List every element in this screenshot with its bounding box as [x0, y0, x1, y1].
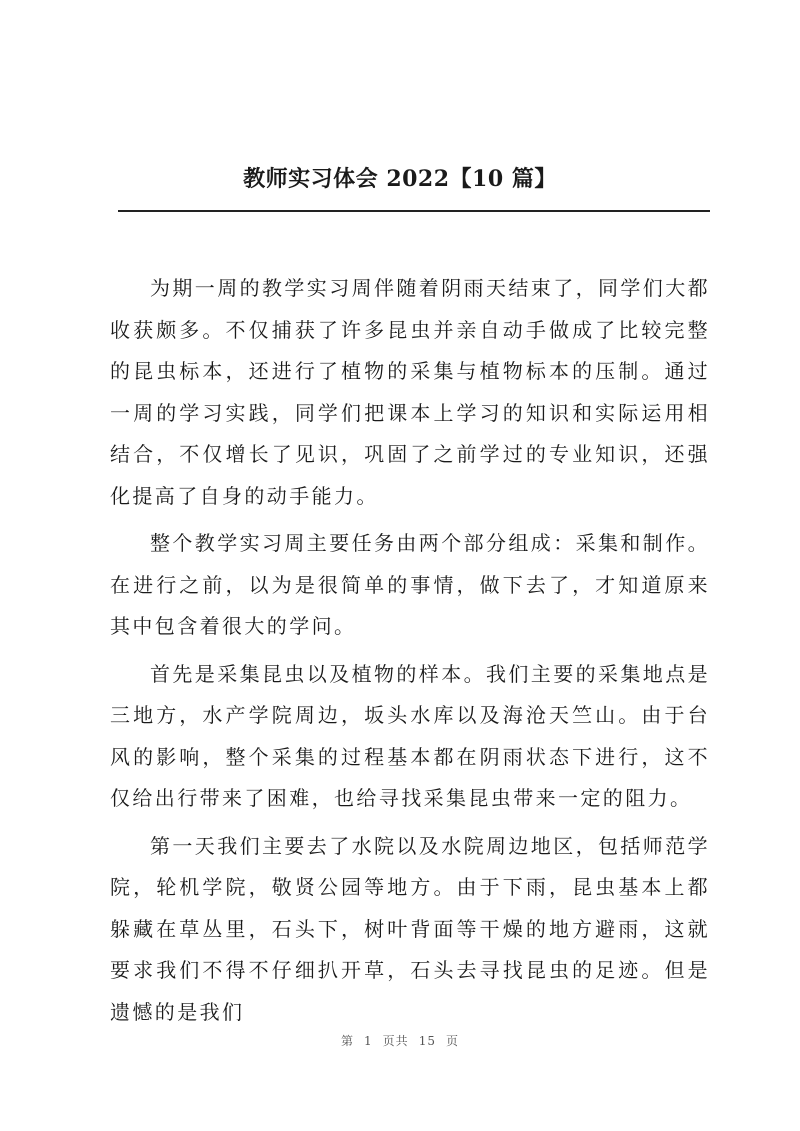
paragraph-1: 为期一周的教学实习周伴随着阴雨天结束了，同学们大都收获颇多。不仅捕获了许多昆虫并亲自动手做成了比较完整的昆虫标本，还进行了植物的采集与植物标本的压制。通过一周的学习实践，同学们把课本上学习的知识和实际运用相结合，不仅增长了见识，巩固了之前学过的专业知识，还强化提高了自身的动手能力。: [110, 276, 710, 508]
footer-suffix: 页: [445, 1034, 459, 1048]
title-divider: [118, 210, 710, 212]
paragraph-3: 首先是采集昆虫以及植物的样本。我们主要的采集地点是三地方，水产学院周边，坂头水库以及海沧天竺山。由于台风的影响，整个采集的过程基本都在阴雨状态下进行，这不仅给出行带来了困难，也给寻找采集昆虫带来一定的阻力。: [110, 661, 710, 810]
document-body: [110, 268, 710, 1039]
page-footer: [0, 1032, 800, 1049]
footer-middle: 页共: [382, 1034, 409, 1048]
paragraph-2: 整个教学实习周主要任务由两个部分组成：采集和制作。在进行之前，以为是很简单的事情，做下去了，才知道原来其中包含着很大的学问。: [110, 531, 710, 638]
footer-current-page: 1: [364, 1034, 373, 1048]
page-title: 教师实习体会 2022【10 篇】: [243, 166, 557, 192]
footer-prefix: 第: [341, 1034, 355, 1048]
paragraph-4: 第一天我们主要去了水院以及水院周边地区，包括师范学院，轮机学院，敬贤公园等地方。由于下雨，昆虫基本上都躲藏在草丛里，石头下，树叶背面等干燥的地方避雨，这就要求我们不得不仔细扒开草，石头去寻找昆虫的足迹。但是遗憾的是我们: [110, 833, 710, 1024]
footer-total-pages: 15: [418, 1034, 436, 1048]
